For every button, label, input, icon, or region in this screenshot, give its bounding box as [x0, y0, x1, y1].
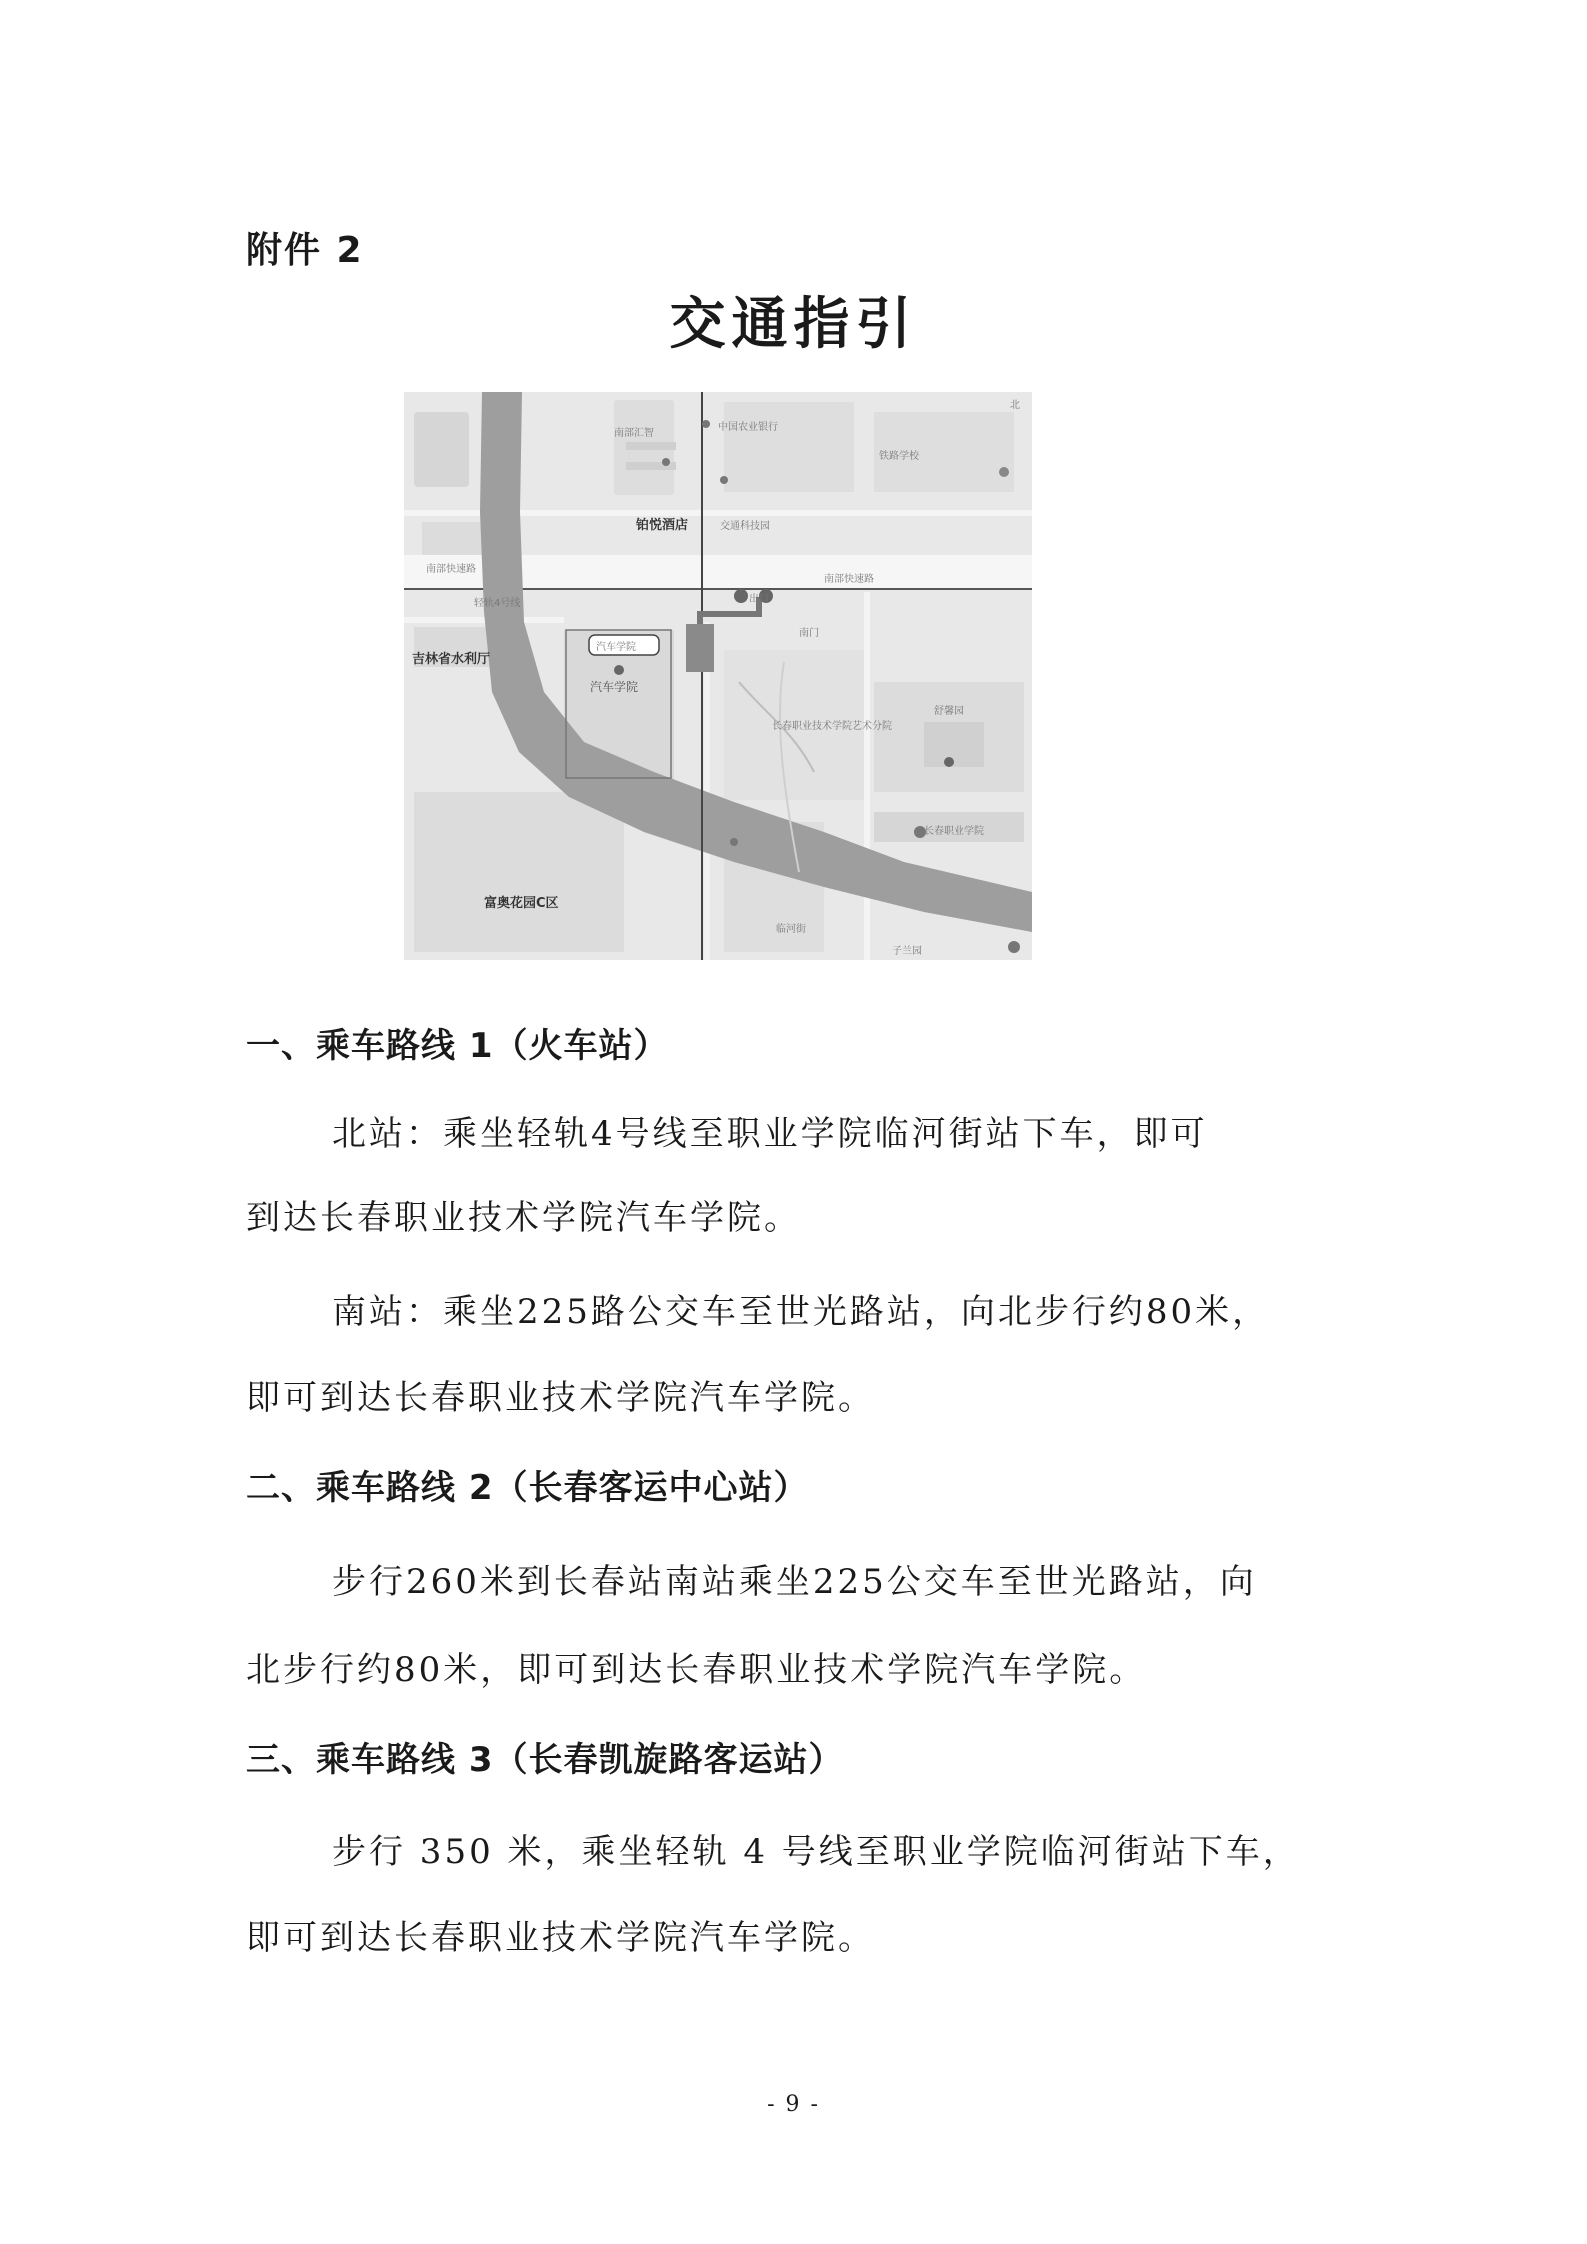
section-heading-route-1: 一、乘车路线 1（火车站） [246, 1026, 669, 1066]
route-2-line-2: 北步行约80米，即可到达长春职业技术学院汽车学院。 [246, 1650, 1147, 1690]
map-label-exit: 出口 [749, 594, 769, 605]
page-title: 交通指引 [669, 292, 918, 357]
map-label-school: 铁路学校 [879, 451, 919, 462]
map-label-building: 南部汇智 [614, 428, 654, 439]
traffic-map [404, 392, 1032, 960]
map-label-light-rail: 轻轨4号线 [474, 598, 521, 609]
map-label-auto-school: 汽车学院 [590, 680, 639, 694]
section-heading-route-2: 二、乘车路线 2（长春客运中心站） [246, 1468, 809, 1508]
map-label-south-gate: 南门 [799, 628, 819, 639]
map-label-lianhe: 临河街 [776, 924, 806, 935]
map-label-tech-park: 交通科技园 [720, 521, 770, 532]
map-label-shuxiangyuan: 舒馨园 [934, 706, 964, 717]
route-1-south-line-1: 南站：乘坐225路公交车至世光路站，向北步行约80米， [332, 1292, 1270, 1332]
route-1-north-line-2: 到达长春职业技术学院汽车学院。 [246, 1198, 801, 1238]
map-label-bank: 中国农业银行 [718, 422, 778, 433]
map-label-compass: 北 [1010, 400, 1020, 411]
map-label-auto-box: 汽车学院 [596, 642, 636, 653]
attachment-label: 附件 2 [246, 230, 364, 271]
route-3-line-2: 即可到达长春职业技术学院汽车学院。 [246, 1918, 875, 1958]
map-graphic [404, 392, 1032, 960]
route-2-line-1: 步行260米到长春站南站乘坐225公交车至世光路站，向 [332, 1562, 1257, 1602]
route-3-line-1: 步行 350 米，乘坐轻轨 4 号线至职业学院临河街站下车， [332, 1832, 1300, 1872]
map-label-hotel: 铂悦酒店 [636, 518, 689, 533]
page-number: - 9 - [767, 2092, 820, 2117]
route-1-south-line-2: 即可到达长春职业技术学院汽车学院。 [246, 1378, 875, 1418]
section-heading-route-3: 三、乘车路线 3（长春凯旋路客运站） [246, 1740, 844, 1780]
map-label-vocational: 长春职业学院 [924, 826, 984, 837]
route-1-north-line-1: 北站：乘坐轻轨4号线至职业学院临河街站下车，即可 [332, 1114, 1208, 1154]
map-label-road-left: 南部快速路 [426, 564, 476, 575]
map-label-zilanyuan: 子兰园 [892, 946, 922, 957]
map-label-water-office: 吉林省水利厅 [412, 652, 491, 667]
map-label-fuao: 富奥花园C区 [484, 896, 559, 911]
map-label-road-right: 南部快速路 [824, 574, 874, 585]
map-label-art-branch: 长春职业技术学院艺术分院 [772, 721, 892, 732]
